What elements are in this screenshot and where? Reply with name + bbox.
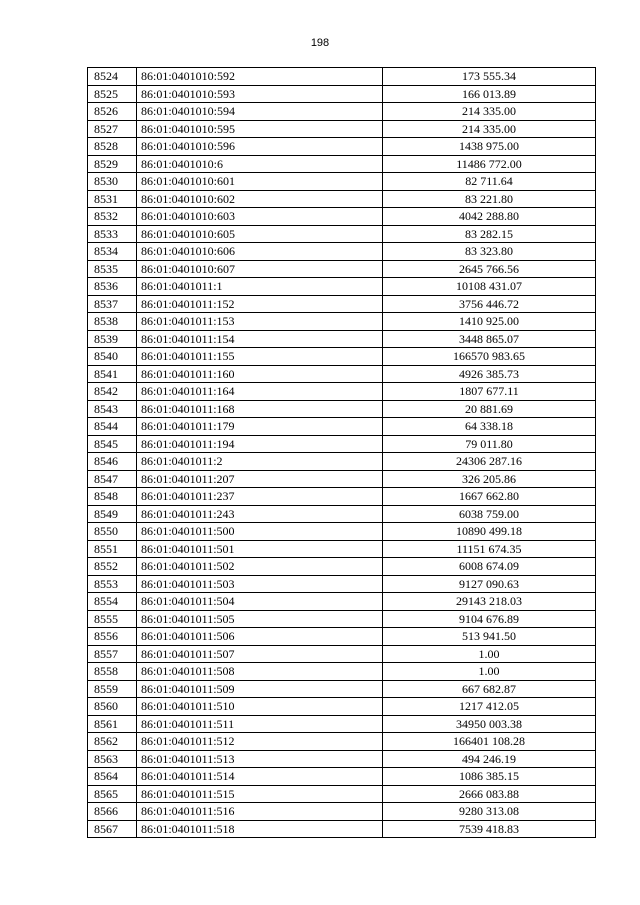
row-number-cell: 8567 [88,820,137,838]
cadastral-value-cell: 214 335.00 [383,103,596,121]
table-row [88,575,596,593]
row-number-cell: 8540 [88,348,137,366]
row-number-cell: 8566 [88,803,137,821]
table-row [88,698,596,716]
table-row [88,155,596,173]
cadastral-value-cell: 214 335.00 [383,120,596,138]
row-number-cell: 8559 [88,680,137,698]
row-number-cell: 8552 [88,558,137,576]
cadastral-value-cell: 83 221.80 [383,190,596,208]
table-row [88,768,596,786]
row-number-cell: 8547 [88,470,137,488]
cadastral-number-cell: 86:01:0401011:516 [137,803,383,821]
cadastral-number-cell: 86:01:0401010:601 [137,173,383,191]
cadastral-value-cell: 6038 759.00 [383,505,596,523]
cadastral-number-cell: 86:01:0401011:194 [137,435,383,453]
cadastral-number-cell: 86:01:0401011:509 [137,680,383,698]
row-number-cell: 8545 [88,435,137,453]
cadastral-value-cell: 1.00 [383,663,596,681]
row-number-cell: 8560 [88,698,137,716]
cadastral-number-cell: 86:01:0401011:506 [137,628,383,646]
cadastral-value-cell: 166401 108.28 [383,733,596,751]
row-number-cell: 8535 [88,260,137,278]
table-row [88,208,596,226]
cadastral-value-cell: 10890 499.18 [383,523,596,541]
cadastral-number-cell: 86:01:0401010:594 [137,103,383,121]
cadastral-value-cell: 4926 385.73 [383,365,596,383]
cadastral-value-cell: 1438 975.00 [383,138,596,156]
cadastral-number-cell: 86:01:0401011:164 [137,383,383,401]
table-body [88,68,596,838]
cadastral-number-cell: 86:01:0401010:605 [137,225,383,243]
cadastral-value-cell: 34950 003.38 [383,715,596,733]
row-number-cell: 8544 [88,418,137,436]
cadastral-number-cell: 86:01:0401011:511 [137,715,383,733]
cadastral-number-cell: 86:01:0401011:501 [137,540,383,558]
table-row [88,645,596,663]
cadastral-number-cell: 86:01:0401011:503 [137,575,383,593]
cadastral-number-cell: 86:01:0401010:593 [137,85,383,103]
row-number-cell: 8548 [88,488,137,506]
table-row [88,85,596,103]
table-row [88,190,596,208]
cadastral-value-cell: 4042 288.80 [383,208,596,226]
cadastral-value-cell: 6008 674.09 [383,558,596,576]
row-number-cell: 8541 [88,365,137,383]
cadastral-value-cell: 83 323.80 [383,243,596,261]
cadastral-number-cell: 86:01:0401011:152 [137,295,383,313]
cadastral-value-cell: 3448 865.07 [383,330,596,348]
table-row [88,173,596,191]
table-row [88,260,596,278]
table-row [88,785,596,803]
cadastral-number-cell: 86:01:0401010:595 [137,120,383,138]
cadastral-number-cell: 86:01:0401011:507 [137,645,383,663]
cadastral-number-cell: 86:01:0401011:510 [137,698,383,716]
row-number-cell: 8546 [88,453,137,471]
table-row [88,540,596,558]
row-number-cell: 8532 [88,208,137,226]
table-row [88,610,596,628]
cadastral-number-cell: 86:01:0401011:153 [137,313,383,331]
cadastral-number-cell: 86:01:0401011:504 [137,593,383,611]
cadastral-number-cell: 86:01:0401010:602 [137,190,383,208]
cadastral-value-cell: 166570 983.65 [383,348,596,366]
row-number-cell: 8558 [88,663,137,681]
table-row [88,505,596,523]
table-row [88,488,596,506]
cadastral-number-cell: 86:01:0401011:502 [137,558,383,576]
cadastral-number-cell: 86:01:0401011:243 [137,505,383,523]
cadastral-value-cell: 3756 446.72 [383,295,596,313]
row-number-cell: 8539 [88,330,137,348]
table-row [88,523,596,541]
row-number-cell: 8565 [88,785,137,803]
row-number-cell: 8528 [88,138,137,156]
row-number-cell: 8561 [88,715,137,733]
cadastral-value-cell: 9127 090.63 [383,575,596,593]
cadastral-number-cell: 86:01:0401010:607 [137,260,383,278]
row-number-cell: 8564 [88,768,137,786]
cadastral-number-cell: 86:01:0401011:168 [137,400,383,418]
row-number-cell: 8556 [88,628,137,646]
cadastral-value-cell: 11151 674.35 [383,540,596,558]
row-number-cell: 8538 [88,313,137,331]
cadastral-value-cell: 7539 418.83 [383,820,596,838]
cadastral-number-cell: 86:01:0401010:596 [137,138,383,156]
cadastral-number-cell: 86:01:0401011:154 [137,330,383,348]
cadastral-number-cell: 86:01:0401010:603 [137,208,383,226]
cadastral-value-cell: 513 941.50 [383,628,596,646]
row-number-cell: 8549 [88,505,137,523]
cadastral-value-cell: 64 338.18 [383,418,596,436]
table-row [88,418,596,436]
cadastral-number-cell: 86:01:0401011:160 [137,365,383,383]
table-row [88,663,596,681]
table-row [88,383,596,401]
table-row [88,750,596,768]
row-number-cell: 8557 [88,645,137,663]
cadastral-value-cell: 667 682.87 [383,680,596,698]
cadastral-value-cell: 24306 287.16 [383,453,596,471]
table-row [88,295,596,313]
cadastral-value-table [87,67,596,838]
cadastral-number-cell: 86:01:0401011:237 [137,488,383,506]
cadastral-value-cell: 1086 385.15 [383,768,596,786]
table-row [88,715,596,733]
cadastral-value-cell: 1217 412.05 [383,698,596,716]
row-number-cell: 8526 [88,103,137,121]
cadastral-value-cell: 79 011.80 [383,435,596,453]
cadastral-number-cell: 86:01:0401011:2 [137,453,383,471]
table-row [88,103,596,121]
row-number-cell: 8530 [88,173,137,191]
row-number-cell: 8563 [88,750,137,768]
cadastral-value-cell: 82 711.64 [383,173,596,191]
cadastral-number-cell: 86:01:0401011:508 [137,663,383,681]
cadastral-number-cell: 86:01:0401011:514 [137,768,383,786]
table-row [88,435,596,453]
row-number-cell: 8524 [88,68,137,86]
cadastral-number-cell: 86:01:0401011:207 [137,470,383,488]
table-row [88,243,596,261]
table-row [88,138,596,156]
table-row [88,733,596,751]
row-number-cell: 8550 [88,523,137,541]
row-number-cell: 8553 [88,575,137,593]
table-row [88,803,596,821]
cadastral-number-cell: 86:01:0401011:515 [137,785,383,803]
row-number-cell: 8525 [88,85,137,103]
cadastral-value-cell: 29143 218.03 [383,593,596,611]
row-number-cell: 8542 [88,383,137,401]
cadastral-value-cell: 326 205.86 [383,470,596,488]
row-number-cell: 8555 [88,610,137,628]
cadastral-number-cell: 86:01:0401011:1 [137,278,383,296]
row-number-cell: 8551 [88,540,137,558]
table-row [88,313,596,331]
row-number-cell: 8529 [88,155,137,173]
row-number-cell: 8536 [88,278,137,296]
cadastral-value-cell: 2666 083.88 [383,785,596,803]
row-number-cell: 8533 [88,225,137,243]
table-row [88,470,596,488]
cadastral-value-cell: 11486 772.00 [383,155,596,173]
table-row [88,680,596,698]
row-number-cell: 8543 [88,400,137,418]
cadastral-number-cell: 86:01:0401010:6 [137,155,383,173]
cadastral-number-cell: 86:01:0401011:500 [137,523,383,541]
cadastral-value-cell: 20 881.69 [383,400,596,418]
cadastral-value-cell: 83 282.15 [383,225,596,243]
cadastral-number-cell: 86:01:0401011:179 [137,418,383,436]
cadastral-number-cell: 86:01:0401011:518 [137,820,383,838]
table-row [88,400,596,418]
table-row [88,225,596,243]
cadastral-value-cell: 9104 676.89 [383,610,596,628]
cadastral-number-cell: 86:01:0401011:505 [137,610,383,628]
cadastral-value-cell: 10108 431.07 [383,278,596,296]
cadastral-number-cell: 86:01:0401011:512 [137,733,383,751]
cadastral-number-cell: 86:01:0401011:513 [137,750,383,768]
table-row [88,365,596,383]
table-row [88,278,596,296]
row-number-cell: 8562 [88,733,137,751]
cadastral-value-cell: 1.00 [383,645,596,663]
cadastral-number-cell: 86:01:0401010:592 [137,68,383,86]
table-row [88,348,596,366]
table-row [88,68,596,86]
table-row [88,558,596,576]
row-number-cell: 8531 [88,190,137,208]
cadastral-number-cell: 86:01:0401010:606 [137,243,383,261]
row-number-cell: 8554 [88,593,137,611]
cadastral-value-cell: 9280 313.08 [383,803,596,821]
table-row [88,453,596,471]
cadastral-value-cell: 2645 766.56 [383,260,596,278]
cadastral-value-cell: 494 246.19 [383,750,596,768]
table-row [88,120,596,138]
row-number-cell: 8537 [88,295,137,313]
table-row [88,593,596,611]
table-row [88,330,596,348]
cadastral-value-cell: 173 555.34 [383,68,596,86]
cadastral-number-cell: 86:01:0401011:155 [137,348,383,366]
table-row [88,628,596,646]
cadastral-value-cell: 1410 925.00 [383,313,596,331]
row-number-cell: 8527 [88,120,137,138]
cadastral-value-cell: 1807 677.11 [383,383,596,401]
table-row [88,820,596,838]
page-number: 198 [310,37,330,49]
cadastral-value-cell: 166 013.89 [383,85,596,103]
cadastral-value-cell: 1667 662.80 [383,488,596,506]
row-number-cell: 8534 [88,243,137,261]
